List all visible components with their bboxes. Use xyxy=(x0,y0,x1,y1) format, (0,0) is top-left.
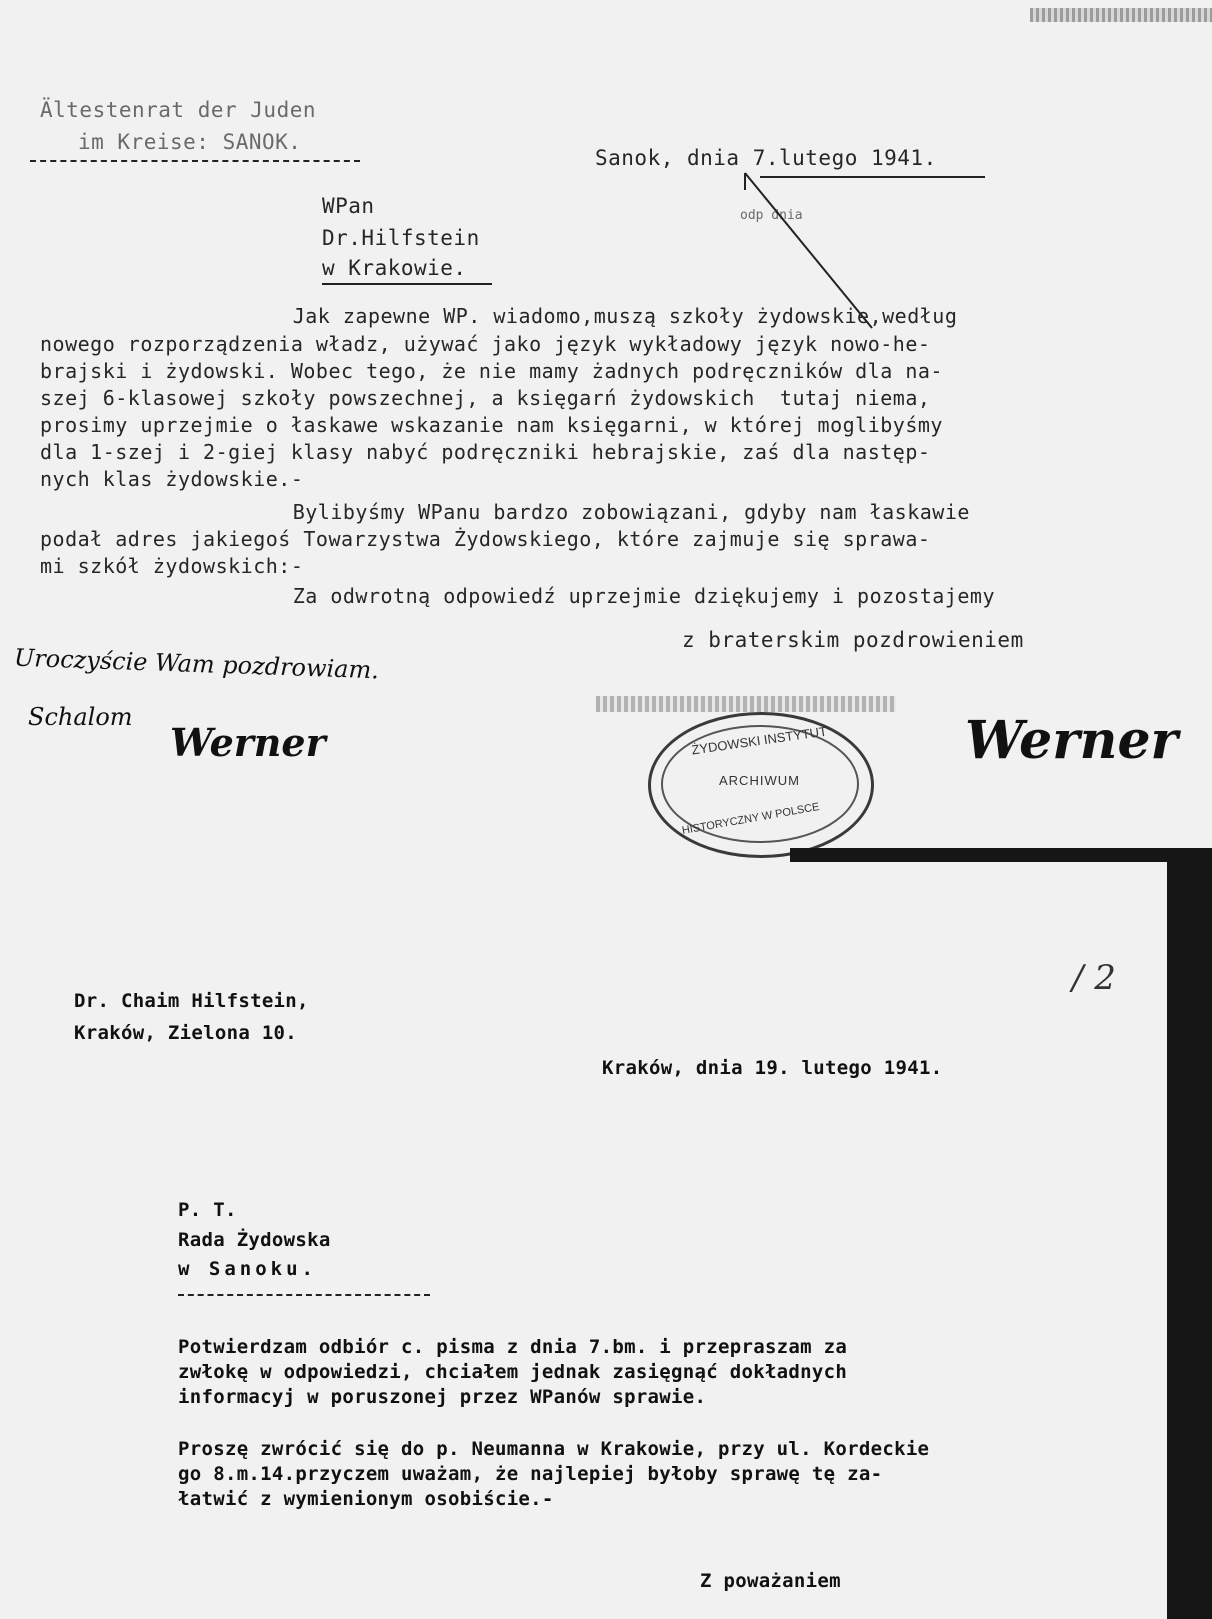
letter2-body-line: Proszę zwrócić się do p. Neumanna w Krakowie, przy ul. Kordeckie xyxy=(178,1438,930,1460)
letter1-note: odp dnia xyxy=(740,208,803,223)
letter2-body-line: zwłokę w odpowiedzi, chciałem jednak zasięgnąć dokładnych xyxy=(178,1361,848,1383)
letter1-addressee-line1: WPan xyxy=(322,194,375,218)
letter1-body-line: Jak zapewne WP. wiadomo,muszą szkoły żydowskie,według xyxy=(230,304,958,328)
letter1-body-line: podał adres jakiegoś Towarzystwa Żydowskiego, które zajmuje się sprawa- xyxy=(40,527,931,551)
handwritten-schalom: Schalom xyxy=(28,703,133,731)
letter1-body-line: brajski i żydowski. Wobec tego, że nie mamy żadnych podręczników dla na- xyxy=(40,359,943,383)
addressee-underline xyxy=(322,283,492,285)
archive-stamp-bottom-text: HISTORYCZNY W POLSCE xyxy=(681,800,821,838)
letter1-body-line: mi szkół żydowskich:- xyxy=(40,554,304,578)
letter1-body-line: Bylibyśmy WPanu bardzo zobowiązani, gdyby nam łaskawie xyxy=(230,500,970,524)
letter2-body-line: go 8.m.14.przyczem uważam, że najlepiej byłoby sprawę tę za- xyxy=(178,1463,883,1485)
page-number-mark: / 2 xyxy=(1072,958,1116,998)
letter1-body-line: nych klas żydowskie.- xyxy=(40,467,304,491)
letter2-body-line: informacyj w poruszonej przez WPanów sprawie. xyxy=(178,1386,707,1408)
letter1-sender-line2: im Kreise: SANOK. xyxy=(78,130,302,154)
handwritten-signature-right: Werner xyxy=(965,710,1178,771)
scan-edge-strip xyxy=(1030,8,1212,22)
letter1-addressee-line3: w Krakowie. xyxy=(322,256,467,280)
letter2-body-line: łatwić z wymienionym osobiście.- xyxy=(178,1488,554,1510)
letter2-sender-line2: Kraków, Zielona 10. xyxy=(74,1022,298,1044)
letter1-sender-line1: Ältestenrat der Juden xyxy=(40,98,317,122)
letter2-sender-line1: Dr. Chaim Hilfstein, xyxy=(74,990,309,1012)
letter2-closing: Z poważaniem xyxy=(700,1570,841,1592)
letter1-addressee-line2: Dr.Hilfstein xyxy=(322,226,480,250)
handwritten-greeting: Uroczyście Wam pozdrowiam. xyxy=(13,643,380,685)
scan-dark-edge-right xyxy=(1167,860,1212,1619)
sender-separator xyxy=(30,160,360,162)
handwritten-signature-left: Werner xyxy=(170,720,326,765)
letter1-date: Sanok, dnia 7.lutego 1941. xyxy=(595,146,937,170)
scan-dark-edge-top xyxy=(790,848,1212,862)
letter1-body-line: nowego rozporządzenia władz, używać jako język wykładowy język nowo-he- xyxy=(40,332,931,356)
letter2-addressee-line1: P. T. xyxy=(178,1199,237,1221)
letter2-date: Kraków, dnia 19. lutego 1941. xyxy=(602,1057,943,1079)
letter1-closing: z braterskim pozdrowieniem xyxy=(682,628,1024,652)
addressee-separator xyxy=(178,1294,430,1296)
letter2-addressee-line2: Rada Żydowska xyxy=(178,1229,331,1251)
letter2-body-line: Potwierdzam odbiór c. pisma z dnia 7.bm. i przepraszam za xyxy=(178,1336,848,1358)
letter2-addressee-line3: w Sanoku. xyxy=(178,1258,317,1280)
letter1-body-line: prosimy uprzejmie o łaskawe wskazanie nam księgarni, w której moglibyśmy xyxy=(40,413,943,437)
archive-stamp xyxy=(648,712,874,858)
letter1-body-line: szej 6-klasowej szkoły powszechnej, a księgarń żydowskich tutaj niema, xyxy=(40,386,931,410)
faded-stamp-mark xyxy=(596,696,896,712)
archive-stamp-middle-text: ARCHIWUM xyxy=(719,773,800,788)
archive-stamp-top-text: ŻYDOWSKI INSTYTUT xyxy=(690,723,828,758)
letter1-body-line: dla 1-szej i 2-giej klasy nabyć podręczniki hebrajskie, zaś dla następ- xyxy=(40,440,931,464)
letter1-body-line: Za odwrotną odpowiedź uprzejmie dziękujemy i pozostajemy xyxy=(230,584,996,608)
